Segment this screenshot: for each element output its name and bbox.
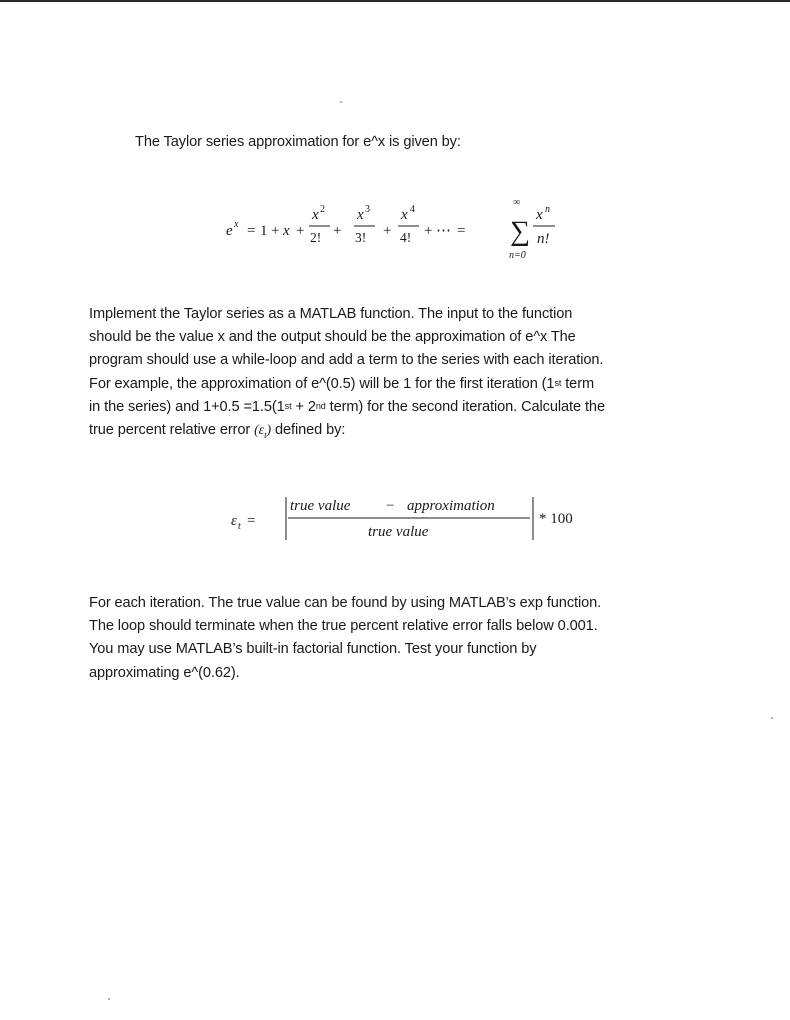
eq-term-numerator: x bbox=[312, 207, 319, 223]
eq-sum-upper-limit: ∞ bbox=[513, 197, 521, 208]
paragraph-line: program should use a while-loop and add a term to the series with each iteration. bbox=[89, 352, 604, 369]
eq-lhs-base: e bbox=[226, 223, 233, 239]
taylor-series-formula bbox=[220, 196, 580, 264]
scan-top-edge bbox=[0, 0, 790, 2]
scan-speck bbox=[340, 101, 342, 103]
paragraph-line bbox=[89, 419, 699, 442]
eq-sum-symbol: ∑ bbox=[510, 216, 530, 247]
eq-plus: + bbox=[333, 223, 342, 239]
relative-error-equation bbox=[225, 488, 595, 546]
eq-numerator-right: approximation bbox=[407, 498, 495, 514]
ordinal-suffix: st bbox=[554, 377, 562, 388]
eq-plus: + bbox=[424, 223, 433, 239]
epsilon-open: (ε bbox=[254, 423, 265, 439]
epsilon-t-symbol bbox=[254, 423, 271, 438]
eq-sum-denominator: n! bbox=[537, 231, 550, 247]
intro-line: The Taylor series approximation for e^x is given by: bbox=[135, 134, 461, 150]
eq-equals: = bbox=[247, 513, 256, 529]
eq-equals: = bbox=[457, 223, 466, 239]
line-text: For example, the approximation of e^(0.5) will be 1 for the first iteration (1 bbox=[89, 375, 555, 392]
paragraph-line: Implement the Taylor series as a MATLAB function. The input to the function bbox=[89, 306, 573, 322]
eq-one: 1 bbox=[260, 223, 268, 239]
line-text: true percent relative error bbox=[89, 422, 255, 439]
line-text: defined by: bbox=[271, 422, 346, 439]
eq-term-denominator: 4! bbox=[400, 230, 412, 245]
eq-denominator: true value bbox=[368, 524, 429, 540]
intro-text bbox=[135, 131, 695, 154]
scan-speck bbox=[108, 998, 110, 1000]
eq-plus: + bbox=[383, 223, 392, 239]
paragraph-line: should be the value x and the output should be the approximation of e^x The bbox=[89, 329, 576, 346]
ordinal-suffix: nd bbox=[315, 400, 326, 411]
eq-term-power: 3 bbox=[365, 204, 370, 215]
paragraph-line: The loop should terminate when the true percent relative error falls below 0.001. bbox=[89, 618, 598, 635]
relative-error-formula bbox=[225, 488, 595, 546]
taylor-series-equation bbox=[220, 196, 580, 264]
eq-sum-numerator: x bbox=[536, 207, 543, 223]
paragraph-line bbox=[89, 373, 699, 396]
eq-sum-numerator-power: n bbox=[545, 204, 550, 215]
eq-minus: − bbox=[386, 498, 395, 514]
termination-paragraph bbox=[89, 592, 699, 685]
eq-times-100: * 100 bbox=[539, 511, 573, 527]
line-text: in the series) and 1+0.5 =1.5(1 bbox=[89, 398, 285, 415]
eq-x-term: x bbox=[283, 223, 290, 239]
eq-numerator-left: true value bbox=[290, 498, 351, 514]
eq-epsilon: ε bbox=[231, 513, 237, 529]
eq-sum-lower-limit: n=0 bbox=[509, 250, 526, 261]
eq-term-numerator: x bbox=[357, 207, 364, 223]
eq-plus: + bbox=[271, 223, 280, 239]
eq-term-denominator: 2! bbox=[310, 230, 322, 245]
line-text: + 2 bbox=[291, 398, 316, 415]
eq-term-power: 4 bbox=[410, 204, 415, 215]
epsilon-subscript: t bbox=[264, 429, 267, 440]
eq-lhs-exponent: x bbox=[234, 219, 239, 230]
eq-term-denominator: 3! bbox=[355, 230, 367, 245]
epsilon-close: ) bbox=[266, 423, 272, 439]
line-text: term bbox=[561, 375, 595, 392]
paragraph-line bbox=[89, 396, 699, 419]
ordinal-suffix: st bbox=[284, 400, 292, 411]
paragraph-line: For each iteration. The true value can be found by using MATLAB’s exp function. bbox=[89, 595, 602, 611]
eq-epsilon-subscript: t bbox=[238, 521, 241, 532]
eq-plus: + bbox=[296, 223, 305, 239]
eq-term-power: 2 bbox=[320, 204, 325, 215]
instructions-paragraph bbox=[89, 303, 699, 442]
paragraph-line: approximating e^(0.62). bbox=[89, 664, 240, 681]
paragraph-line: You may use MATLAB’s built-in factorial function. Test your function by bbox=[89, 641, 537, 658]
line-text: term) for the second iteration. Calculate the bbox=[325, 398, 605, 415]
scan-speck bbox=[771, 717, 773, 719]
eq-term-numerator: x bbox=[401, 207, 408, 223]
eq-ellipsis: ⋯ bbox=[436, 223, 451, 239]
eq-equals: = bbox=[247, 223, 256, 239]
